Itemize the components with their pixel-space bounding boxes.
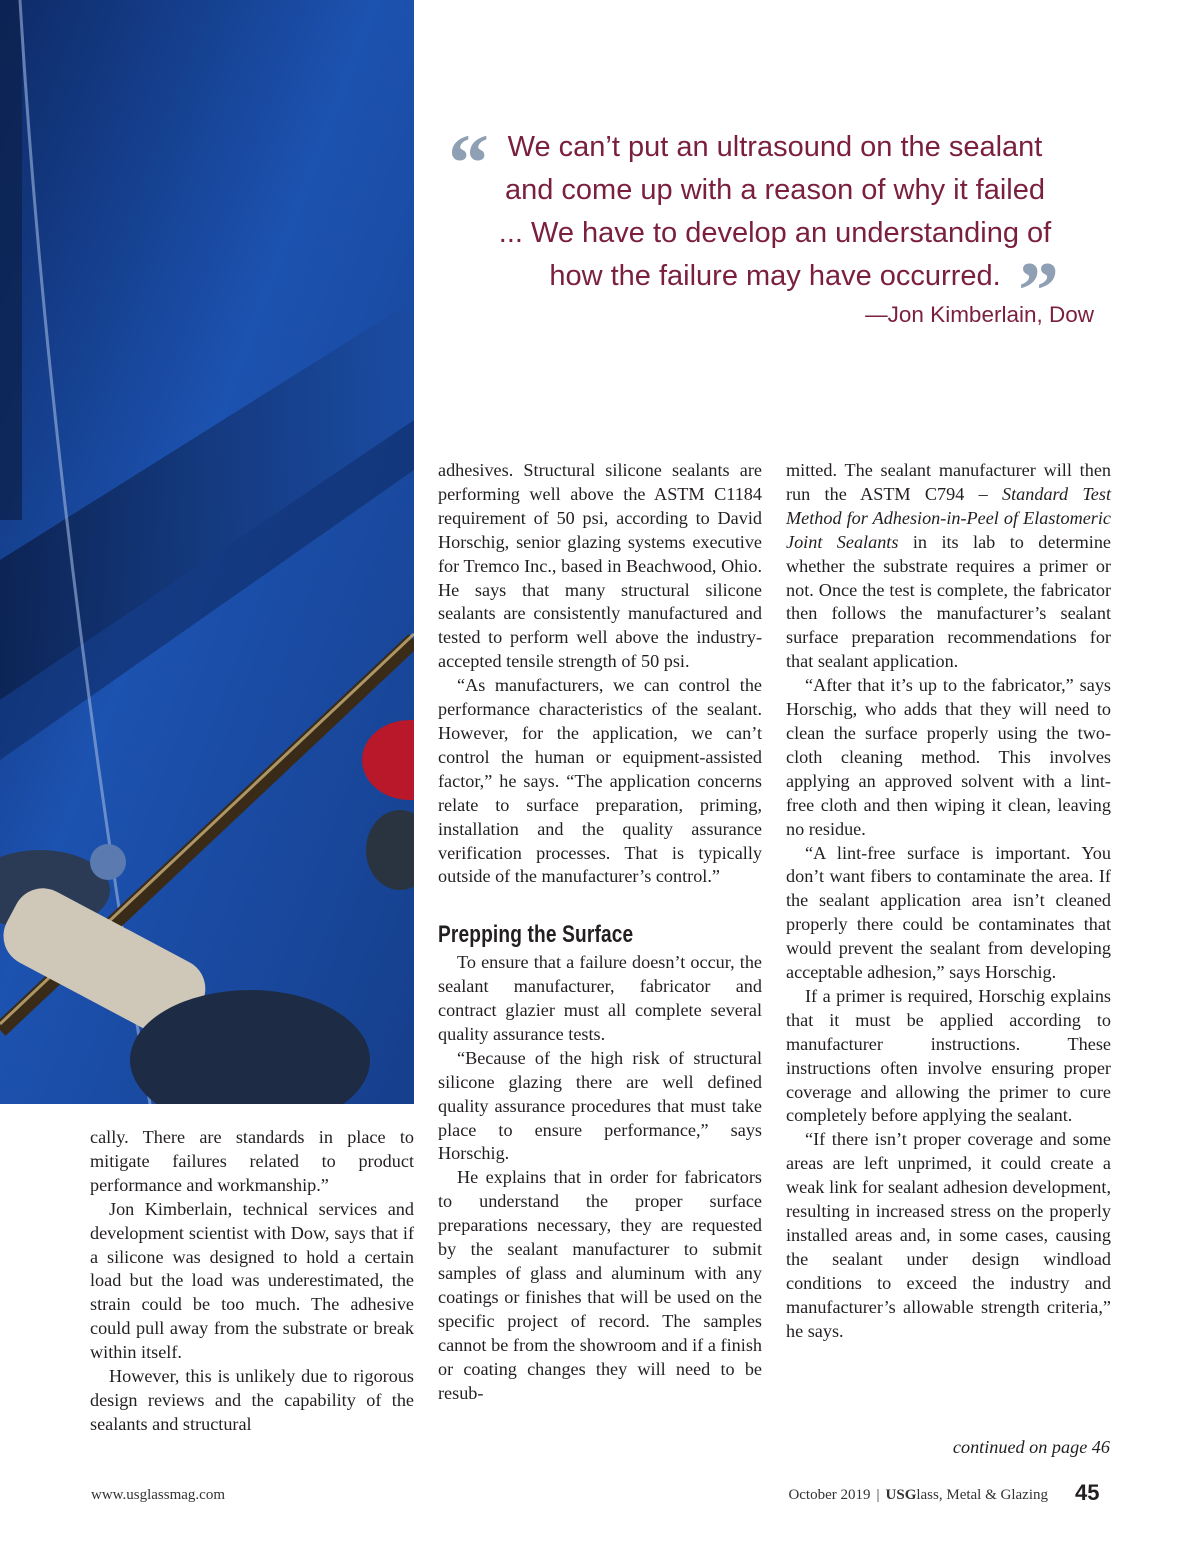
paragraph: adhesives. Structural silicone sealants are performing well above the ASTM C1184 requirement of 50 psi, according to David Horschig, senior glazing systems executive for Tremco Inc., based in Beachwood, Ohio. He says that many structural silicone sealants are consistently manufactured and tested to perform well above the industry-accepted tensile strength of 50 psi. <box>438 460 762 672</box>
pull-quote-line: ... We have to develop an understanding of <box>498 217 1052 249</box>
paragraph <box>786 459 1111 674</box>
standard-title: Standard Test Method for Adhesion-in-Peel of Elastomeric Joint Sealants <box>786 483 1112 552</box>
paragraph: cally. There are standards in place to mitigate failures related to product performance and workmanship.” <box>90 1127 414 1195</box>
footer-issue <box>788 1487 1048 1504</box>
paragraph: However, this is unlikely due to rigorous design reviews and the capability of the sealants and structural <box>90 1366 414 1434</box>
article-column-3 <box>786 459 1111 1344</box>
paragraph: “As manufacturers, we can control the performance characteristics of the sealant. However, for the application, we can’t control the human or equipment-assisted factor,” he says. “The application concerns relate to surface preparation, priming, installation and the quality assurance verification processes. That is typically outside of the manufacturer’s control.” <box>438 675 762 887</box>
magazine-name-bold: USG <box>885 1487 917 1503</box>
pull-quote-attribution: —Jon Kimberlain, Dow <box>865 302 1094 327</box>
paragraph: “After that it’s up to the fabricator,” says Horschig, who adds that they will need to clean the surface properly using the two-cloth cleaning method. This involves applying an approved solvent with a lint-free cloth and then wiping it clean, leaving no residue. <box>786 675 1111 839</box>
pull-quote-line: We can’t put an ultrasound on the sealant <box>507 131 1043 163</box>
paragraph: “Because of the high risk of structural silicone glazing there are well defined quality assurance procedures that must take place to ensure performance,” says Horschig. <box>438 1047 762 1164</box>
pull-quote-line: and come up with a reason of why it failed <box>504 174 1046 206</box>
magazine-name: lass, Metal & Glazing <box>916 1487 1048 1503</box>
paragraph: He explains that in order for fabricators to understand the proper surface preparations necessary, they are requested by the sealant manufacturer to submit samples of glass and aluminum with any coatings or finishes that will be used on the specific project of record. The samples cannot be from the showroom and if a finish or coating changes they will need to be resub- <box>438 1167 762 1403</box>
article-column-1 <box>90 1126 414 1437</box>
footer-url: www.usglassmag.com <box>91 1487 226 1503</box>
paragraph: “If there isn’t proper coverage and some areas are left unprimed, it could create a weak link for sealant adhesion development, resulting in increased stress on the properly installed areas and, in some cases, causing the sealant under design windload conditions to exceed the industry and manufacturer’s allowable strength criteria,” he says. <box>786 1129 1111 1341</box>
page-number: 45 <box>1075 1480 1100 1505</box>
issue-date: October 2019 <box>788 1487 871 1503</box>
text-run: in its lab to determine whether the substrate requires a primer or not. Once the test is complete, the fabricator then follows the manufacturer’s sealant surface preparation recommendations for that sealant application. <box>786 531 1111 672</box>
paragraph: To ensure that a failure doesn’t occur, the sealant manufacturer, fabricator and contract glazier must all complete several quality assurance tests. <box>438 952 762 1044</box>
text-run: mitted. The sealant manufacturer will then run the ASTM C794 – <box>786 460 1111 504</box>
section-heading: Prepping the Surface <box>438 921 634 949</box>
article-photo <box>0 0 414 1104</box>
article-column-2 <box>438 459 762 1405</box>
open-quote-mark: “ <box>448 117 489 208</box>
pull-quote-line: how the failure may have occurred. <box>549 260 1001 292</box>
footer-separator: | <box>876 1487 880 1503</box>
close-quote-mark: ” <box>1018 245 1059 336</box>
paragraph: If a primer is required, Horschig explains that it must be applied according to manufacturer instructions. These instructions often involve ensuring proper coverage and allowing the primer to cure completely before applying the sealant. <box>786 985 1111 1126</box>
paragraph: “A lint-free surface is important. You don’t want fibers to contaminate the area. If the sealant application area isn’t cleaned properly there could be contaminates that would prevent the sealant from developing acceptable adhesion,” says Horschig. <box>786 842 1111 983</box>
continued-note: continued on page 46 <box>952 1437 1110 1457</box>
paragraph: Jon Kimberlain, technical services and development scientist with Dow, says that if a silicone was designed to hold a certain load but the load was underestimated, the strain could be too much. The adhesive could pull away from the substrate or break within itself. <box>90 1198 414 1363</box>
